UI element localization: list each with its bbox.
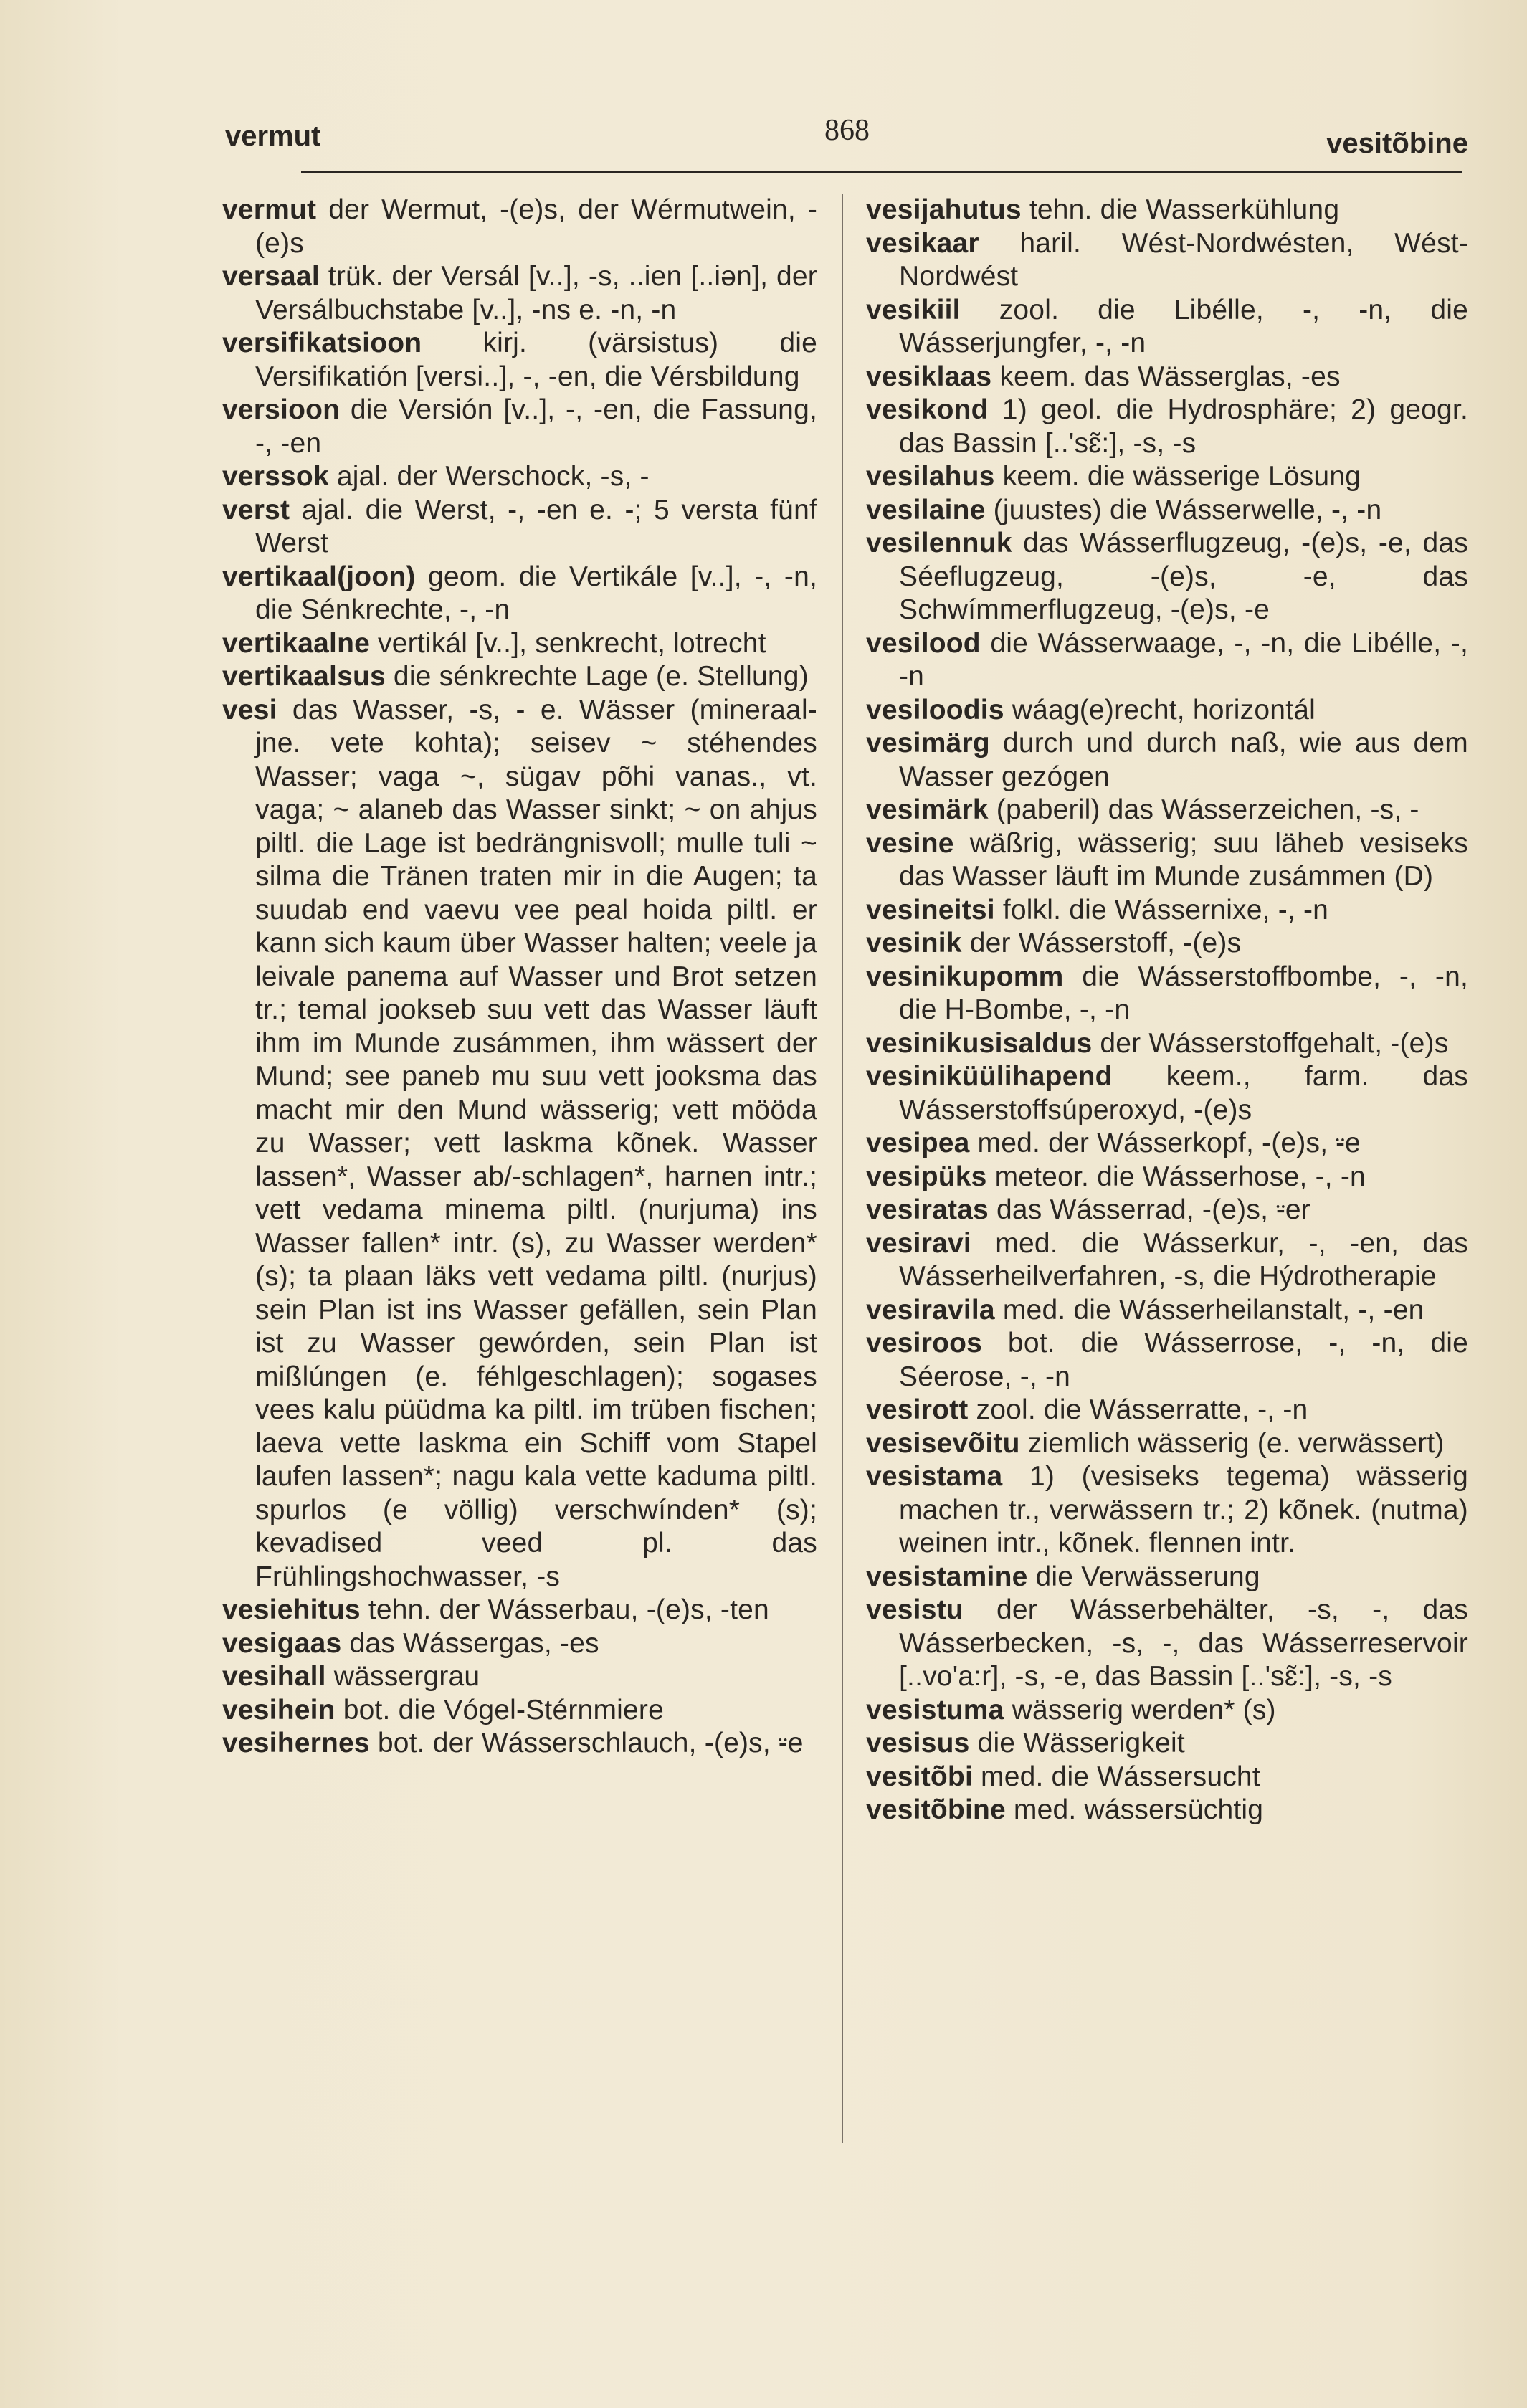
dictionary-entry — [222, 394, 817, 460]
entry-headword: vermut — [222, 194, 317, 225]
entry-definition: med. die Wásserkur, -, -en, das Wásserheilverfahren, -s, die Hýdrotherapie — [899, 1227, 1468, 1292]
entry-headword: vesistuma — [866, 1694, 1004, 1726]
entry-definition: wässerig werden* (s) — [1004, 1694, 1276, 1726]
running-head — [222, 113, 1468, 163]
entry-headword: vertikaalsus — [222, 661, 386, 692]
entry-headword: vesiratas — [866, 1194, 989, 1225]
dictionary-entry — [866, 194, 1468, 227]
dictionary-entry — [866, 494, 1468, 528]
right-column — [866, 194, 1468, 1827]
dictionary-entry — [866, 1327, 1468, 1394]
dictionary-entry — [222, 694, 817, 1594]
entry-headword: vertikaalne — [222, 627, 370, 659]
dictionary-entry — [866, 1427, 1468, 1461]
entry-headword: vesikond — [866, 394, 989, 425]
dictionary-entry — [866, 694, 1468, 728]
entry-headword: vesistama — [866, 1461, 1003, 1492]
dictionary-entry — [866, 1394, 1468, 1427]
dictionary-entry — [222, 561, 817, 627]
entry-headword: vesiloodis — [866, 694, 1004, 725]
entry-headword: vesitõbi — [866, 1761, 973, 1792]
entry-definition: ajal. die Werst, -, -en e. -; 5 versta fünf Werst — [255, 494, 817, 558]
dictionary-entry — [866, 1027, 1468, 1061]
dictionary-entry — [222, 627, 817, 661]
entry-headword: versaal — [222, 261, 320, 292]
entry-definition: das Wásserflugzeug, -(e)s, -e, das Séeflugzeug, -(e)s, -e, das Schwímmerflugzeug, -(e)s, -e — [899, 528, 1468, 625]
entry-headword: versioon — [222, 394, 341, 425]
entry-headword: vesinikupomm — [866, 961, 1064, 992]
entry-definition: die Versión [v..], -, -en, die Fassung, -, -en — [255, 394, 817, 459]
dictionary-entry — [222, 460, 817, 494]
entry-definition: das Wássergas, -es — [341, 1627, 599, 1659]
dictionary-entry — [866, 1127, 1468, 1161]
entry-definition: bot. die Vógel-Stérnmiere — [335, 1694, 664, 1726]
entry-headword: vesirott — [866, 1394, 969, 1425]
entry-definition: bot. der Wásserschlauch, -(e)s, ⸚e — [369, 1728, 804, 1759]
dictionary-entry — [222, 260, 817, 327]
header-rule — [301, 171, 1462, 173]
entry-definition: tehn. die Wasserkühlung — [1021, 194, 1340, 225]
dictionary-entry — [866, 460, 1468, 494]
entry-definition: die Wässerigkeit — [969, 1728, 1185, 1759]
entry-definition: die sénkrechte Lage (e. Stellung) — [385, 661, 809, 692]
dictionary-entry — [866, 361, 1468, 394]
dictionary-entry — [866, 961, 1468, 1027]
entry-definition: med. der Wásserkopf, -(e)s, ⸚e — [969, 1128, 1361, 1158]
entry-headword: vesiklaas — [866, 361, 992, 392]
dictionary-entry — [866, 1460, 1468, 1561]
entry-definition: keem., farm. das Wásserstoffsúperoxyd, -(e)s — [899, 1061, 1468, 1126]
dictionary-entry — [866, 394, 1468, 460]
entry-headword: vesihein — [222, 1694, 336, 1726]
dictionary-entry — [866, 827, 1468, 894]
dictionary-entry — [866, 894, 1468, 928]
dictionary-entry — [866, 627, 1468, 694]
dictionary-entry — [866, 527, 1468, 627]
dictionary-entry — [222, 1594, 817, 1627]
entry-headword: vesi — [222, 694, 277, 725]
dictionary-entry — [866, 1694, 1468, 1728]
entry-headword: vertikaal(joon) — [222, 561, 416, 592]
entry-definition: die Wásserstoffbombe, -, -n, die H-Bombe, -, -n — [899, 961, 1468, 1025]
entry-headword: vesistu — [866, 1594, 964, 1625]
entry-headword: vesilennuk — [866, 528, 1012, 558]
entry-definition: (paberil) das Wásserzeichen, -s, - — [988, 794, 1419, 825]
entry-definition: kirj. (värsistus) die Versifikatión [versi..], -, -en, die Vérsbildung — [255, 328, 817, 392]
entry-headword: vesiehitus — [222, 1594, 361, 1625]
entry-headword: vesihall — [222, 1661, 326, 1692]
dictionary-entry — [866, 1294, 1468, 1328]
dictionary-entry — [222, 660, 817, 694]
entry-definition: meteor. die Wásserhose, -, -n — [986, 1161, 1366, 1192]
entry-definition: zool. die Wásserratte, -, -n — [968, 1394, 1308, 1425]
dictionary-entry — [222, 194, 817, 260]
entry-definition: med. die Wássersucht — [972, 1761, 1260, 1792]
entry-definition: bot. die Wásserrose, -, -n, die Séerose, -, -n — [899, 1328, 1468, 1392]
entry-definition: der Wermut, -(e)s, der Wérmutwein, -(e)s — [255, 194, 817, 259]
entry-definition: med. die Wásserheilanstalt, -, -en — [994, 1294, 1424, 1326]
entry-definition: ajal. der Werschock, -s, - — [328, 461, 650, 492]
dictionary-entry — [222, 1694, 817, 1728]
entry-definition: keem. das Wässerglas, -es — [991, 361, 1341, 392]
dictionary-entry — [866, 794, 1468, 827]
entry-definition: (juustes) die Wásserwelle, -, -n — [985, 494, 1382, 525]
entry-headword: vesinikusisaldus — [866, 1027, 1093, 1059]
header-first-word: vermut — [225, 120, 321, 152]
entry-definition: 1) (vesiseks tegema) wässerig machen tr., verwässern tr.; 2) kõnek. (nutma) weinen intr., kõnek. flennen intr. — [899, 1461, 1468, 1558]
dictionary-entry — [866, 227, 1468, 294]
entry-definition: der Wásserstoffgehalt, -(e)s — [1092, 1027, 1449, 1059]
entry-definition: der Wásserstoff, -(e)s — [961, 928, 1242, 958]
entry-headword: verst — [222, 494, 290, 525]
dictionary-entry — [222, 1660, 817, 1694]
entry-headword: vesipüks — [866, 1161, 987, 1192]
dictionary-entry — [222, 494, 817, 561]
entry-headword: vesikaar — [866, 227, 979, 259]
entry-headword: vesisevõitu — [866, 1427, 1020, 1459]
entry-definition: wässergrau — [325, 1661, 480, 1692]
entry-headword: vesilood — [866, 627, 981, 659]
entry-headword: vesipea — [866, 1128, 970, 1158]
entry-definition: trük. der Versál [v..], -s, ..ien [..iən], der Versálbuchstabe [v..], -ns e. -n, -n — [255, 261, 817, 325]
entry-definition: das Wasser, -s, - e. Wässer (mineraal- jne. vete kohta); seisev ~ stéhendes Wasser; vaga ~, sügav põhi vanas., vt. vaga; ~ alaneb das Wasser sinkt; ~ on ahjus piltl. die Lage ist bedrängnisvoll; mulle tuli ~ silma die Tränen traten mir in die Augen; ta suudab end vaevu vee peal hoida piltl. er kann sich kaum über Wasser halten; veele ja leivale panema auf Wasser und Brot setzen tr.; temal jookseb suu vett das Wasser läuft ihm im Munde zusámmen, ihm wässert der Mund; see paneb mu suu vett jooksma das macht mir den Mund wässerig; vett mööda zu Wasser; vett laskma kõnek. Wasser lassen*, Wasser ab/-schlagen*, harnen intr.; vett vedama minema piltl. (nurjuma) ins Wasser fallen* intr. (s), zu Wasser werden* (s); ta plaan läks vett vedama piltl. (nurjus) sein Plan ist ins Wasser gefällen, sein Plan ist zu Wasser gewórden, sein Plan ist mißlúngen (e. féhlgeschlagen); sogases vees kalu püüdma ka piltl. im trüben fischen; laeva vette laskma ein Schiff vom Stapel laufen lassen*; nagu kala vette kaduma piltl. spurlos (e völlig) verschwínden* (s); kevadised veed pl. das Frühlingshochwasser, -s — [255, 694, 817, 1592]
entry-headword: vesijahutus — [866, 194, 1022, 225]
entry-definition: med. wássersüchtig — [1005, 1794, 1264, 1825]
dictionary-entry — [866, 927, 1468, 961]
entry-definition: geom. die Vertikále [v..], -, -n, die Sénkrechte, -, -n — [255, 561, 817, 625]
dictionary-entry — [866, 1060, 1468, 1127]
dictionary-entry — [866, 727, 1468, 794]
entry-headword: vesineitsi — [866, 894, 995, 925]
dictionary-entry — [866, 1161, 1468, 1194]
entry-headword: vesisus — [866, 1728, 970, 1759]
dictionary-entry — [866, 1727, 1468, 1761]
entry-headword: vesiravi — [866, 1227, 971, 1259]
dictionary-entry — [866, 294, 1468, 361]
entry-headword: vesimärg — [866, 728, 990, 758]
entry-headword: vesistamine — [866, 1561, 1028, 1592]
entry-headword: vesiroos — [866, 1328, 983, 1358]
entry-definition: vertikál [v..], senkrecht, lotrecht — [370, 627, 766, 659]
entry-definition: zool. die Libélle, -, -n, die Wásserjungfer, -, -n — [899, 294, 1468, 358]
entry-definition: der Wásserbehälter, -s, -, das Wásserbecken, -s, -, das Wásserreservoir [..vo'a:r], -s, -e, das Bassin [..'sɛ̃:], -s, -s — [899, 1594, 1468, 1692]
entry-headword: vesinik — [866, 928, 962, 958]
entry-definition: durch und durch naß, wie aus dem Wasser gezógen — [899, 728, 1468, 792]
page-number: 868 — [824, 114, 870, 147]
entry-headword: vesiniküülihapend — [866, 1061, 1113, 1092]
entry-definition: die Verwässerung — [1027, 1561, 1260, 1592]
dictionary-entry — [866, 1561, 1468, 1594]
column-divider — [842, 194, 843, 2143]
entry-headword: verssok — [222, 461, 329, 492]
entry-definition: die Wásserwaage, -, -n, die Libélle, -, -n — [899, 627, 1468, 692]
dictionary-entry — [866, 1594, 1468, 1694]
dictionary-entry — [866, 1194, 1468, 1227]
dictionary-entry — [222, 327, 817, 394]
left-column — [222, 194, 817, 1761]
entry-definition: wáag(e)recht, horizontál — [1004, 694, 1316, 725]
entry-definition: das Wásserrad, -(e)s, ⸚er — [988, 1194, 1310, 1225]
entry-headword: vesikiil — [866, 294, 961, 325]
entry-definition: haril. Wést-Nordwésten, Wést-Nordwést — [899, 227, 1468, 292]
dictionary-entry — [866, 1794, 1468, 1827]
entry-headword: vesitõbine — [866, 1794, 1006, 1825]
entry-definition: ziemlich wässerig (e. verwässert) — [1019, 1427, 1445, 1459]
entry-definition: keem. die wässerige Lösung — [994, 461, 1361, 492]
entry-headword: vesimärk — [866, 794, 989, 825]
dictionary-entry — [222, 1627, 817, 1661]
entry-headword: vesigaas — [222, 1627, 342, 1659]
entry-headword: vesine — [866, 827, 954, 859]
entry-definition: 1) geol. die Hydrosphäre; 2) geogr. das Bassin [..'sɛ̃:], -s, -s — [899, 394, 1468, 459]
dictionary-entry — [222, 1727, 817, 1761]
entry-definition: wäßrig, wässerig; suu läheb vesiseks das Wasser läuft im Munde zusámmen (D) — [899, 827, 1468, 892]
entry-headword: versifikatsioon — [222, 328, 422, 358]
entry-headword: vesihernes — [222, 1728, 370, 1759]
entry-definition: folkl. die Wássernixe, -, -n — [994, 894, 1329, 925]
entry-headword: vesilaine — [866, 494, 986, 525]
entry-definition: tehn. der Wásserbau, -(e)s, -ten — [360, 1594, 769, 1625]
entry-headword: vesilahus — [866, 461, 995, 492]
dictionary-entry — [866, 1227, 1468, 1294]
dictionary-entry — [866, 1761, 1468, 1794]
entry-headword: vesiravila — [866, 1294, 995, 1326]
header-last-word: vesitõbine — [1326, 128, 1468, 159]
